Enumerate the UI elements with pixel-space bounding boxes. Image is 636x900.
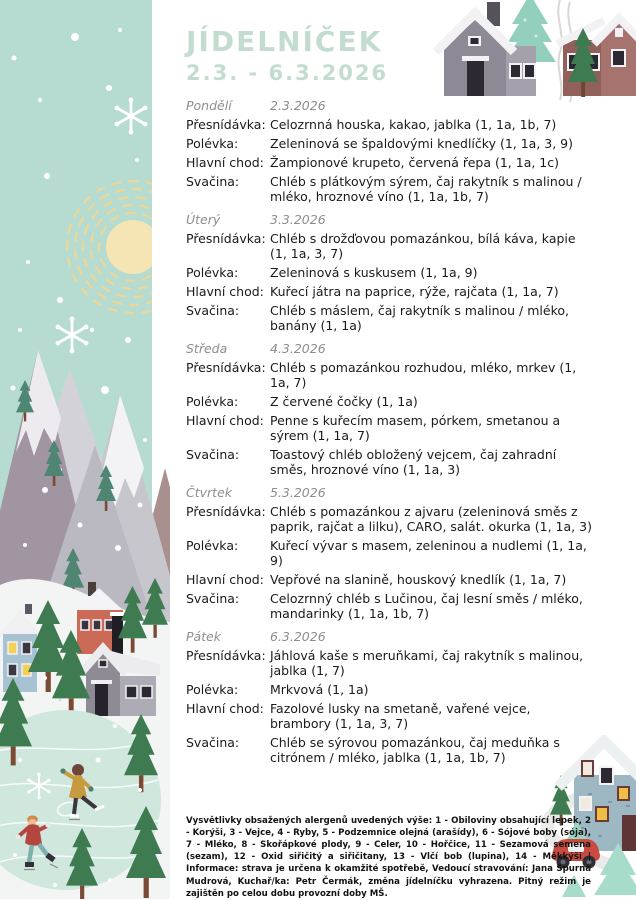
meal-text: Chléb s drožďovou pomazánkou, bílá káva, kapie (1, 1a, 3, 7) <box>270 231 576 261</box>
meal-text: Mrkvová (1, 1a) <box>270 682 369 697</box>
meal-row <box>186 303 596 333</box>
meal-label: Polévka: <box>186 682 239 697</box>
meal-label: Polévka: <box>186 538 239 553</box>
meal-label: Hlavní chod: <box>186 284 264 299</box>
day-header <box>186 629 596 645</box>
meal-label: Přesnídávka: <box>186 504 266 519</box>
page-title: JÍDELNÍČEK <box>186 25 383 58</box>
meal-row <box>186 360 596 390</box>
menu-content <box>186 0 596 773</box>
meal-row <box>186 117 596 132</box>
meal-row <box>186 648 596 678</box>
day-section-wednesday <box>186 341 596 477</box>
day-name: Středa <box>186 341 228 356</box>
meal-label: Hlavní chod: <box>186 701 264 716</box>
day-date: 5.3.2026 <box>270 485 326 500</box>
day-name: Úterý <box>186 212 221 227</box>
meal-text: Kuřecí játra na paprice, rýže, rajčata (1, 1a, 7) <box>270 284 559 299</box>
meal-label: Polévka: <box>186 265 239 280</box>
meal-row <box>186 591 596 621</box>
day-header <box>186 485 596 501</box>
meal-row <box>186 413 596 443</box>
meal-text: Fazolové lusky na smetaně, vařené vejce, brambory (1, 1a, 3, 7) <box>270 701 531 731</box>
day-date: 3.3.2026 <box>270 212 326 227</box>
meal-row <box>186 701 596 731</box>
meal-label: Svačina: <box>186 735 240 750</box>
day-header <box>186 212 596 228</box>
meal-row <box>186 538 596 568</box>
day-section-thursday <box>186 485 596 621</box>
day-name: Pátek <box>186 629 222 644</box>
day-date: 2.3.2026 <box>270 98 326 113</box>
meal-label: Svačina: <box>186 303 240 318</box>
meal-text: Vepřové na slanině, houskový knedlík (1, 1a, 7) <box>270 572 567 587</box>
meal-row <box>186 174 596 204</box>
meal-row <box>186 447 596 477</box>
meal-label: Hlavní chod: <box>186 413 264 428</box>
meal-label: Svačina: <box>186 174 240 189</box>
day-section-tuesday <box>186 212 596 333</box>
meal-row <box>186 394 596 409</box>
meal-text: Z červené čočky (1, 1a) <box>270 394 418 409</box>
meal-row <box>186 284 596 299</box>
meal-text: Kuřecí vývar s masem, zeleninou a nudlemi (1, 1a, 9) <box>270 538 587 568</box>
meal-text: Chléb s pomazánkou z ajvaru (zeleninová směs z paprik, rajčat a lilku), CARO, salát. okurka (1, 1a, 3) <box>270 504 592 534</box>
meal-text: Jáhlová kaše s meruňkami, čaj rakytník s malinou, jablka (1, 7) <box>270 648 584 678</box>
meal-text: Toastový chléb obložený vejcem, čaj zahradní směs, hroznové víno (1, 1a, 3) <box>270 447 557 477</box>
day-name: Čtvrtek <box>186 485 232 500</box>
day-section-friday <box>186 629 596 765</box>
meal-text: Zeleninová se špaldovými knedlíčky (1, 1a, 3, 9) <box>270 136 574 151</box>
winter-scene-illustration <box>0 0 170 899</box>
date-range: 2.3. - 6.3.2026 <box>186 61 389 85</box>
meal-text: Celozrnná houska, kakao, jablka (1, 1a, 1b, 7) <box>270 117 557 132</box>
day-date: 4.3.2026 <box>270 341 326 356</box>
meal-text: Chléb s máslem, čaj rakytník s malinou / mléko, banány (1, 1a) <box>270 303 569 333</box>
meal-label: Přesnídávka: <box>186 360 266 375</box>
meal-row <box>186 231 596 261</box>
meal-text: Celozrnný chléb s Lučinou, čaj lesní směs / mléko, mandarinky (1, 1a, 1b, 7) <box>270 591 583 621</box>
meal-text: Zeleninová s kuskusem (1, 1a, 9) <box>270 265 478 280</box>
meal-row <box>186 572 596 587</box>
meal-row <box>186 504 596 534</box>
meal-label: Polévka: <box>186 394 239 409</box>
meal-label: Svačina: <box>186 447 240 462</box>
meal-row <box>186 265 596 280</box>
meal-text: Chléb s plátkovým sýrem, čaj rakytník s malinou / mléko, hroznové víno (1, 1a, 1b, 7) <box>270 174 582 204</box>
meal-text: Žampionové krupeto, červená řepa (1, 1a, 1c) <box>270 155 560 170</box>
meal-label: Polévka: <box>186 136 239 151</box>
day-name: Pondělí <box>186 98 232 113</box>
day-section-monday <box>186 98 596 204</box>
meal-text: Chléb s pomazánkou rozhudou, mléko, mrkev (1, 1a, 7) <box>270 360 577 390</box>
meal-label: Přesnídávka: <box>186 231 266 246</box>
meal-label: Hlavní chod: <box>186 155 264 170</box>
meal-text: Chléb se sýrovou pomazánkou, čaj meduňka s citrónem / mléko, jablka (1, 1a, 1b, 7) <box>270 735 560 765</box>
day-header <box>186 98 596 114</box>
meal-row <box>186 136 596 151</box>
meal-label: Přesnídávka: <box>186 648 266 663</box>
meal-label: Přesnídávka: <box>186 117 266 132</box>
meal-label: Svačina: <box>186 591 240 606</box>
meal-row <box>186 155 596 170</box>
meal-row <box>186 735 596 765</box>
allergen-footer: Vysvětlivky obsažených alergenů uvedených výše: 1 - Obiloviny obsahující lepek, 2 - Korýši, 3 - Vejce, 4 - Ryby, 5 - Podzemnice olejná (arašídy), 6 - Sójové boby (sója), 7 - Mléko, 8 - Skořápkové plody, 9 - Celer, 10 - Hořčice, 11 - Sezamová semena (sezam), 12 - Oxid siřičitý a siřičitany, 13 - Vlčí bob (lupina), 14 - Měkkýši | Informace: strava je určena k okamžité spotřebě, Vedoucí stravování: Jana Spurná Mudrová, Kuchař/ka: Petr Čermák, změna jídelníčku vyhrazena. Pitný režim je zajištěn po celou dobu provozní doby MŠ. <box>186 815 591 899</box>
meal-label: Hlavní chod: <box>186 572 264 587</box>
meal-row <box>186 682 596 697</box>
day-header <box>186 341 596 357</box>
meal-text: Penne s kuřecím masem, pórkem, smetanou a sýrem (1, 1a, 7) <box>270 413 561 443</box>
day-date: 6.3.2026 <box>270 629 326 644</box>
weekly-menu <box>186 98 596 765</box>
